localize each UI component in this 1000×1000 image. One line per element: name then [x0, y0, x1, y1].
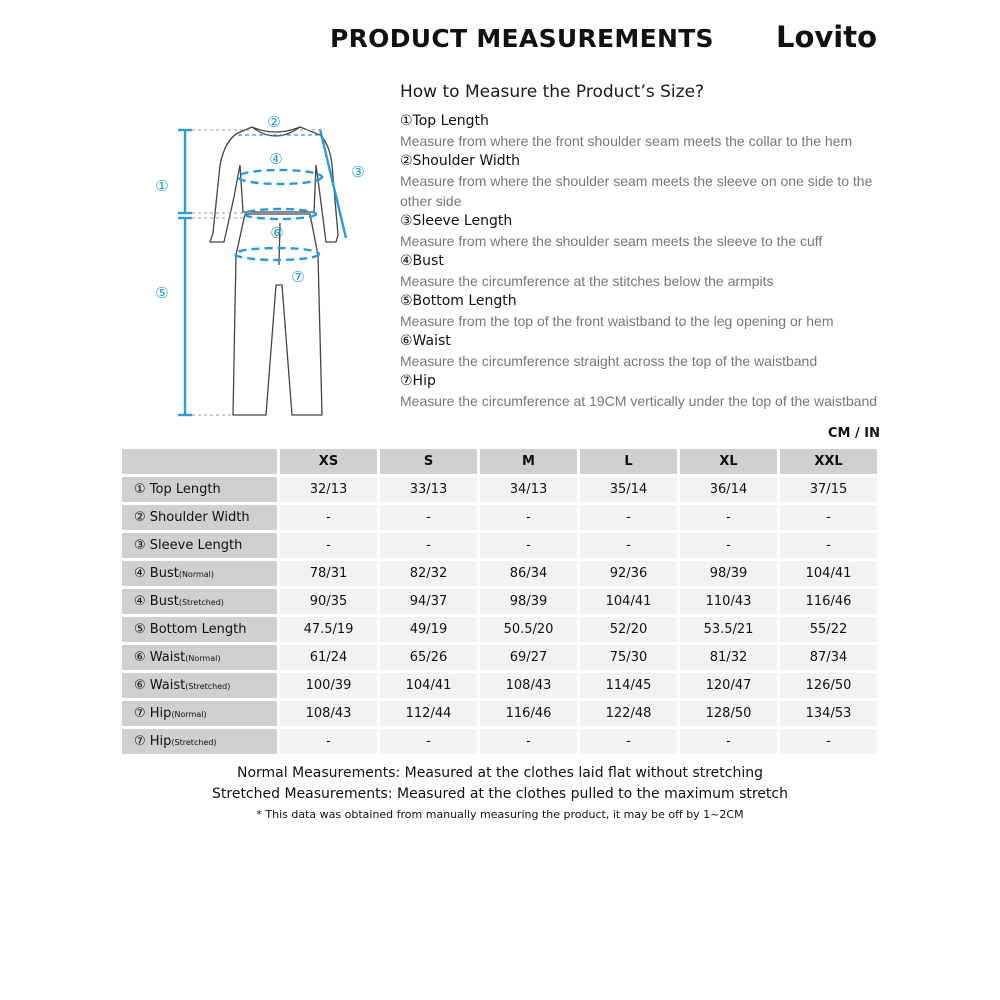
table-row	[122, 673, 877, 698]
guide-item	[400, 331, 880, 371]
marker-3: ③	[351, 163, 365, 181]
table-cell: 81/32	[680, 645, 777, 670]
row-label-text: ② Shoulder Width	[134, 510, 250, 525]
table-cell: 98/39	[680, 561, 777, 586]
table-cell: -	[680, 729, 777, 754]
guide-name: ③Sleeve Length	[400, 213, 513, 229]
table-cell: 49/19	[380, 617, 477, 642]
table-cell: 69/27	[480, 645, 577, 670]
row-label-text: ① Top Length	[134, 482, 221, 497]
table-cell: 110/43	[680, 589, 777, 614]
table-cell: 100/39	[280, 673, 377, 698]
row-label-qualifier: (Normal)	[171, 710, 207, 719]
size-table-body	[122, 477, 877, 754]
table-row	[122, 561, 877, 586]
row-label-qualifier: (Stretched)	[185, 682, 231, 691]
table-cell: -	[580, 729, 677, 754]
size-header: XS	[280, 449, 377, 474]
guide-desc: Measure from the top of the front waistband to the leg opening or hem	[400, 313, 834, 329]
table-cell: 61/24	[280, 645, 377, 670]
page-title: PRODUCT MEASUREMENTS	[330, 24, 714, 53]
table-cell: 34/13	[480, 477, 577, 502]
table-cell: 55/22	[780, 617, 877, 642]
table-cell: -	[280, 533, 377, 558]
size-header: L	[580, 449, 677, 474]
table-cell: 114/45	[580, 673, 677, 698]
table-cell: 78/31	[280, 561, 377, 586]
guide-desc: Measure the circumference at the stitches below the armpits	[400, 273, 774, 289]
guide-item	[400, 371, 880, 411]
marker-6: ⑥	[270, 224, 284, 242]
hip-line	[235, 248, 319, 260]
table-cell: 108/43	[480, 673, 577, 698]
guide-desc: Measure from where the front shoulder seam meets the collar to the hem	[400, 133, 853, 149]
table-cell: -	[780, 729, 877, 754]
table-cell: 36/14	[680, 477, 777, 502]
table-cell: 53.5/21	[680, 617, 777, 642]
table-cell: 126/50	[780, 673, 877, 698]
table-cell: 112/44	[380, 701, 477, 726]
table-cell: 122/48	[580, 701, 677, 726]
guide-name: ①Top Length	[400, 113, 489, 129]
table-cell: -	[480, 533, 577, 558]
table-cell: 47.5/19	[280, 617, 377, 642]
guide-desc: Measure the circumference straight across the top of the waistband	[400, 353, 818, 369]
table-cell: 104/41	[380, 673, 477, 698]
marker-7: ⑦	[291, 268, 305, 286]
table-row	[122, 477, 877, 502]
table-cell: -	[280, 729, 377, 754]
marker-1: ①	[155, 177, 169, 195]
row-label	[122, 533, 277, 558]
table-cell: 116/46	[780, 589, 877, 614]
row-label-qualifier: (Stretched)	[178, 598, 224, 607]
table-cell: -	[580, 533, 677, 558]
marker-4: ④	[269, 150, 283, 168]
table-row	[122, 617, 877, 642]
pants-outline	[233, 214, 322, 415]
table-row	[122, 505, 877, 530]
row-label-text: ③ Sleeve Length	[134, 538, 243, 553]
table-cell: -	[380, 533, 477, 558]
bust-line	[238, 170, 322, 184]
footnotes	[0, 763, 1000, 825]
guide-desc: Measure from where the shoulder seam meets the sleeve on one side to the other side	[400, 173, 873, 209]
header-corner	[122, 449, 277, 474]
guide-name: ④Bust	[400, 253, 444, 269]
table-cell: 104/41	[780, 561, 877, 586]
table-cell: 94/37	[380, 589, 477, 614]
size-header: XXL	[780, 449, 877, 474]
table-cell: -	[680, 533, 777, 558]
row-label-text: ⑦ Hip	[134, 734, 172, 749]
row-label-qualifier: (Normal)	[178, 570, 215, 579]
brand-logo: Lovito	[776, 20, 878, 54]
note-stretched: Stretched Measurements: Measured at the clothes pulled to the maximum stretch	[212, 786, 788, 802]
guide-desc: Measure from where the shoulder seam meets the sleeve to the cuff	[400, 233, 823, 249]
table-cell: 35/14	[580, 477, 677, 502]
table-cell: 98/39	[480, 589, 577, 614]
garment-illustration	[140, 105, 380, 435]
table-cell: -	[480, 729, 577, 754]
row-label-text: ⑥ Waist	[134, 678, 186, 693]
table-cell: -	[680, 505, 777, 530]
table-row	[122, 701, 877, 726]
row-label-text: ④ Bust	[134, 594, 179, 609]
howto-title: How to Measure the Product’s Size?	[400, 82, 705, 102]
note-disclaimer: * This data was obtained from manually measuring the product, it may be off by 1~2CM	[256, 808, 744, 821]
table-cell: 104/41	[580, 589, 677, 614]
table-cell: -	[380, 729, 477, 754]
table-row	[122, 589, 877, 614]
table-cell: -	[480, 505, 577, 530]
table-cell: 37/15	[780, 477, 877, 502]
table-cell: 108/43	[280, 701, 377, 726]
size-header: XL	[680, 449, 777, 474]
table-cell: -	[280, 505, 377, 530]
row-label	[122, 477, 277, 502]
table-cell: 87/34	[780, 645, 877, 670]
size-table	[119, 446, 880, 757]
table-cell: 33/13	[380, 477, 477, 502]
table-cell: -	[780, 533, 877, 558]
table-cell: -	[780, 505, 877, 530]
table-cell: 75/30	[580, 645, 677, 670]
table-cell: 128/50	[680, 701, 777, 726]
row-label	[122, 561, 277, 586]
guide-item	[400, 151, 880, 211]
row-label	[122, 617, 277, 642]
table-cell: -	[380, 505, 477, 530]
table-row	[122, 533, 877, 558]
guide-item	[400, 251, 880, 291]
guide-desc: Measure the circumference at 19CM vertically under the top of the waistband	[400, 393, 878, 409]
row-label	[122, 645, 277, 670]
row-label	[122, 505, 277, 530]
row-label-text: ⑦ Hip	[134, 706, 172, 721]
table-cell: 134/53	[780, 701, 877, 726]
row-label-qualifier: (Stretched)	[171, 738, 217, 747]
size-header: S	[380, 449, 477, 474]
unit-label: CM / IN	[828, 426, 880, 441]
table-row	[122, 729, 877, 754]
guide-name: ⑤Bottom Length	[400, 293, 517, 309]
table-cell: 92/36	[580, 561, 677, 586]
table-cell: 32/13	[280, 477, 377, 502]
table-cell: 86/34	[480, 561, 577, 586]
table-row	[122, 645, 877, 670]
row-label-text: ⑤ Bottom Length	[134, 622, 247, 637]
table-cell: 50.5/20	[480, 617, 577, 642]
guide-item	[400, 111, 880, 151]
table-cell: -	[580, 505, 677, 530]
guide-name: ⑥Waist	[400, 333, 451, 349]
marker-2: ②	[267, 113, 281, 131]
table-cell: 82/32	[380, 561, 477, 586]
guide-item	[400, 291, 880, 331]
row-label-qualifier: (Normal)	[185, 654, 221, 663]
table-cell: 65/26	[380, 645, 477, 670]
marker-5: ⑤	[155, 284, 169, 302]
row-label	[122, 701, 277, 726]
table-cell: 120/47	[680, 673, 777, 698]
row-label-text: ④ Bust	[134, 566, 179, 581]
size-header-row	[122, 449, 877, 474]
guide-name: ⑦Hip	[400, 373, 436, 389]
row-label	[122, 673, 277, 698]
row-label	[122, 589, 277, 614]
table-cell: 90/35	[280, 589, 377, 614]
size-header: M	[480, 449, 577, 474]
measurement-guide	[400, 111, 880, 411]
note-normal: Normal Measurements: Measured at the clothes laid flat without stretching	[237, 765, 763, 781]
guide-item	[400, 211, 880, 251]
row-label-text: ⑥ Waist	[134, 650, 186, 665]
row-label	[122, 729, 277, 754]
table-cell: 52/20	[580, 617, 677, 642]
guide-name: ②Shoulder Width	[400, 153, 521, 169]
table-cell: 116/46	[480, 701, 577, 726]
